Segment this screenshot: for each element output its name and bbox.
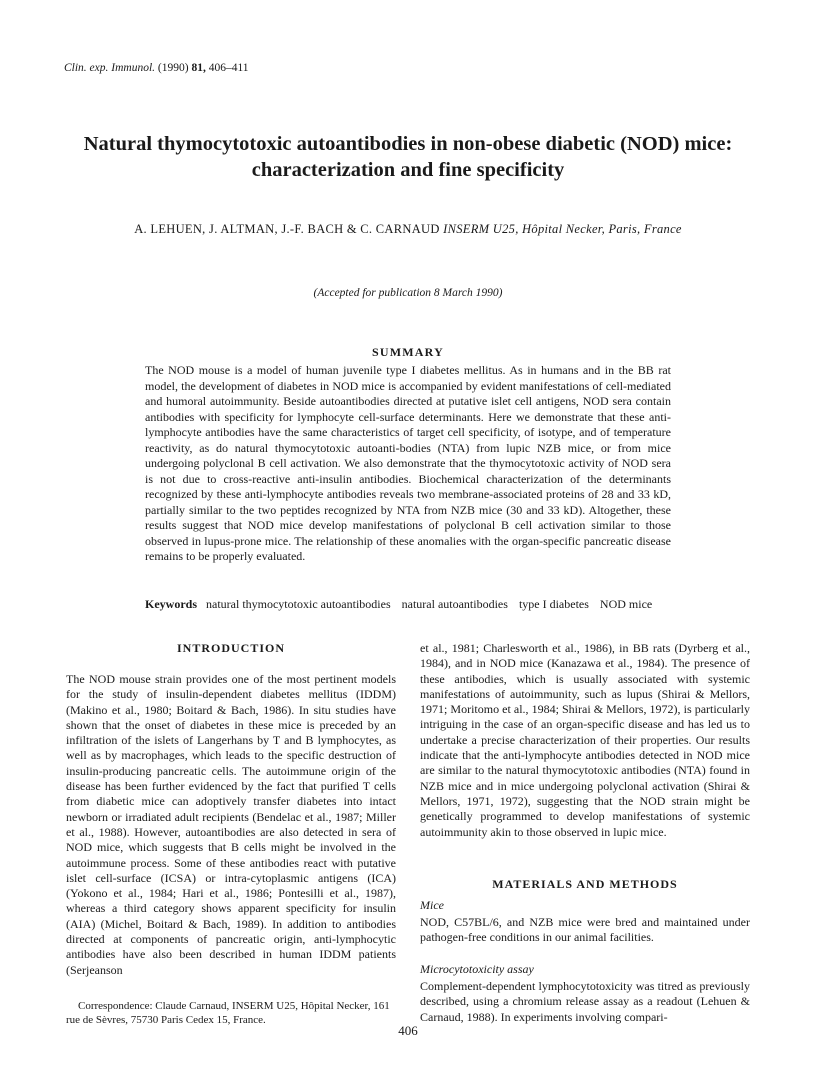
author-line [60,222,756,237]
keywords [145,597,671,613]
journal-pages: 406–411 [208,62,249,74]
keyword: natural autoantibodies [401,597,508,611]
title-line-1: Natural thymocytotoxic autoantibodies in non-obese diabetic (NOD) mice: [83,133,733,155]
journal-name: Clin. exp. Immunol. [64,62,156,74]
introduction-text-continued: et al., 1981; Charlesworth et al., 1986), in BB rats (Dyrberg et al., 1984), and in NOD mice (Kanazawa et al., 1984). The presence of these antibodies, which is usually associated with systemic manifestations of autoimmunity, such as lupus (Shirai & Mellors, 1971; Moritomo et al., 1984; Shirai & Mellors, 1972), is particularly intriguing in the case of an organ-specific disease and has led us to undertake a precise characterization of their properties. Our results indicate that the anti-lymphocyte antibodies detected in NOD mice are similar to the natural thymocytotoxic antibodies (NTA) found in NZB mice and in mice undergoing polyclonal activation (Shirai & Mellors, 1971, 1972), suggesting that the NOD strain might be genetically programmed to develop manifestations of systemic autoimmunity akin to those observed in lupic mice. [420,641,750,839]
summary-heading: SUMMARY [372,345,444,359]
keyword: type I diabetes [518,597,589,611]
journal-citation [64,62,249,74]
page-number: 406 [398,1023,418,1038]
correspondence-footnote: Correspondence: Claude Carnaud, INSERM U25, Hôpital Necker, 161 rue de Sèvres, 75730 Paris Cedex 15, France. [66,1000,390,1026]
article-title [60,131,756,183]
title-line-2: characterization and fine specificity [251,159,565,181]
assay-text: Complement-dependent lymphocytotoxicity was titred as previously described, using a chromium release assay as a readout (Lehuen & Carnaud, 1988). In experiments involving compari- [420,979,750,1024]
author-names: A. LEHUEN, J. ALTMAN, J.-F. BACH & C. CARNAUD [134,222,440,236]
assay-subheading: Microcytotoxicity assay [420,962,534,976]
journal-year: (1990) [157,62,189,74]
mice-text: NOD, C57BL/6, and NZB mice were bred and maintained under pathogen-free conditions in our animal facilities. [420,915,750,945]
accepted-date: (Accepted for publication 8 March 1990) [313,287,503,299]
keyword: NOD mice [599,597,653,611]
author-affiliation: INSERM U25, Hôpital Necker, Paris, France [443,222,682,236]
mice-subheading: Mice [420,898,444,912]
keyword: natural thymocytotoxic autoantibodies [206,597,391,611]
methods-heading: MATERIALS AND METHODS [492,877,678,891]
summary-text: The NOD mouse is a model of human juvenile type I diabetes mellitus. As in humans and in the BB rat model, the development of diabetes in NOD mice is accompanied by evident manifestations of cell-mediated and humoral autoimmunity. Beside autoantibodies directed at putative islet cell antigens, NOD sera contain antibodies with specificity for lymphocyte cell-surface determinants. Here we demonstrate that these anti-lymphocyte antibodies have the same characteristics of target cell specificity, of isotype, and of temperature reactivity, as do natural thymocytotoxic autoanti-bodies (NTA) from lupic NZB mice, or from mice undergoing polyclonal B cell activation. We also demonstrate that the thymocytotoxic activity of NOD sera is not due to cross-reactive anti-insulin antibodies. Biochemical characterization of the determinants recognized by these anti-lymphocyte antibodies reveals two membrane-associated proteins of 28 and 33 kD, partially similar to the two peptides recognized by NTA from NZB mice (30 and 33 kD). Altogether, these results suggest that NOD mice develop manifestations of polyclonal B cell activation similar to those observed in lupus-prone mice. The relationship of these anomalies with the organ-specific pancreatic disease remains to be properly evaluated. [145,363,671,563]
journal-volume: 81, [191,62,206,74]
keywords-label: Keywords [145,597,197,611]
introduction-heading: INTRODUCTION [176,641,285,655]
introduction-text: The NOD mouse strain provides one of the most pertinent models for the study of insulin-dependent diabetes mellitus (IDDM) (Makino et al., 1980; Boitard & Bach, 1986). In situ studies have shown that the onset of diabetes in these mice is preceded by an infiltration of the islets of Langerhans by T and B lymphocytes, as well as by macrophages, which leads to the specific destruction of insulin-producing pancreatic cells. The autoimmune origin of the disease has been further evidenced by the fact that purified T cells from diabetic mice can adoptively transfer diabetes into intact newborn or irradiated adult recipients (Bendelac et al., 1987; Miller et al., 1988). However, autoantibodies are also detected in sera of NOD mice, which suggests that B cells might be involved in the autoimmune process. Some of these antibodies react with putative islet cell-surface (ICSA) or intra-cytoplasmic antigens (ICA) (Yokono et al., 1984; Hari et al., 1986; Pontesilli et al., 1987), whereas a third category shows apparent specificity for insulin (AIA) (Michel, Boitard & Bach, 1989). In addition to antibodies directed at components of pancreatic origin, anti-lymphocytic antibodies have also been described in human IDDM patients (Serjeanson [66,672,396,977]
